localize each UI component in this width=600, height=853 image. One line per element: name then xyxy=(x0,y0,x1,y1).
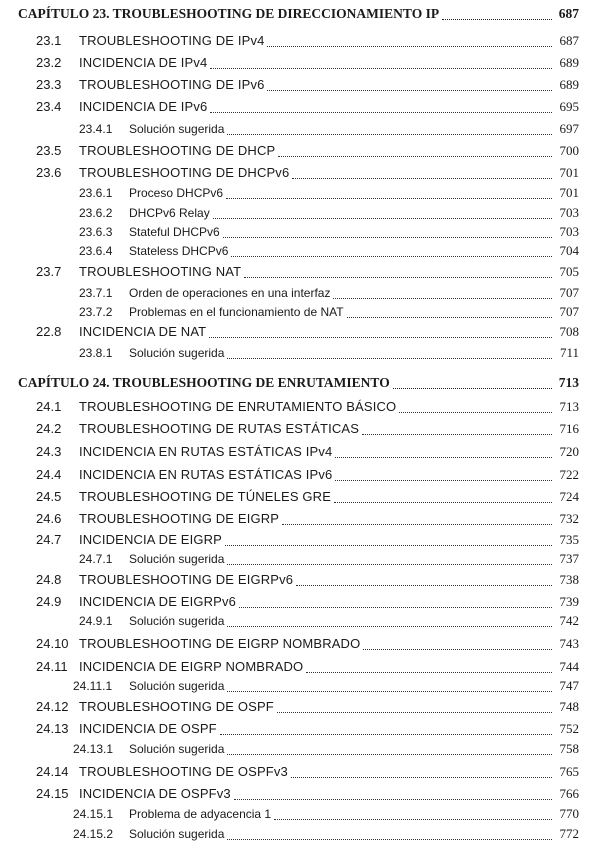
dot-leader xyxy=(244,276,552,278)
page-number: 748 xyxy=(559,699,579,714)
section-number: 24.1 xyxy=(36,399,62,414)
chapter-title: CAPÍTULO 24. TROUBLESHOOTING DE ENRUTAMIENTO xyxy=(18,375,390,390)
toc-entry[interactable] xyxy=(36,399,579,417)
section-title: TROUBLESHOOTING DE DHCP xyxy=(79,143,276,158)
page-number: 732 xyxy=(559,511,579,526)
dot-leader xyxy=(227,133,552,135)
dot-leader xyxy=(277,711,552,713)
section-number: 23.4 xyxy=(36,99,62,114)
section-number: 22.8 xyxy=(36,324,62,339)
section-title: Stateless DHCPv6 xyxy=(129,244,229,258)
page-number: 772 xyxy=(559,826,579,841)
section-title: TROUBLESHOOTING DE DHCPv6 xyxy=(79,165,290,180)
toc-subentry[interactable] xyxy=(73,678,579,696)
page-number: 707 xyxy=(559,304,579,319)
toc-entry[interactable] xyxy=(36,786,579,804)
section-number: 23.6.4 xyxy=(79,244,113,258)
dot-leader xyxy=(347,316,552,318)
section-title: TROUBLESHOOTING DE EIGRP NOMBRADO xyxy=(79,636,361,651)
toc-entry[interactable] xyxy=(36,699,579,717)
section-number: 23.6.3 xyxy=(79,225,113,239)
toc-subentry[interactable] xyxy=(79,224,579,242)
dot-leader xyxy=(363,648,552,650)
page-number: 701 xyxy=(559,165,579,180)
dot-leader xyxy=(334,501,552,503)
section-number: 23.3 xyxy=(36,77,62,92)
section-title: Stateful DHCPv6 xyxy=(129,225,220,239)
dot-leader xyxy=(227,625,552,627)
dot-leader xyxy=(278,155,552,157)
dot-leader xyxy=(306,671,552,673)
toc-entry[interactable] xyxy=(36,511,579,529)
section-number: 24.6 xyxy=(36,511,62,526)
dot-leader xyxy=(292,177,552,179)
section-number: 23.7 xyxy=(36,264,62,279)
section-title: TROUBLESHOOTING DE IPv6 xyxy=(79,77,265,92)
chapter-heading[interactable] xyxy=(18,6,579,24)
page-number: 720 xyxy=(559,444,579,459)
toc-entry[interactable] xyxy=(36,532,579,550)
section-title: Solución sugerida xyxy=(129,827,225,841)
page-number: 735 xyxy=(559,532,579,547)
section-title: INCIDENCIA DE EIGRPv6 xyxy=(79,594,237,609)
toc-entry[interactable] xyxy=(36,444,579,462)
section-title: INCIDENCIA DE NAT xyxy=(79,324,207,339)
section-title: TROUBLESHOOTING DE RUTAS ESTÁTICAS xyxy=(79,421,360,436)
toc-entry[interactable] xyxy=(36,55,579,73)
page-number: 687 xyxy=(559,33,579,48)
dot-leader xyxy=(335,479,552,481)
section-number: 23.5 xyxy=(36,143,62,158)
page-number: 743 xyxy=(559,636,579,651)
section-title: TROUBLESHOOTING DE IPv4 xyxy=(79,33,265,48)
toc-subentry[interactable] xyxy=(79,205,579,223)
section-title: INCIDENCIA DE OSPFv3 xyxy=(79,786,231,801)
toc-subentry[interactable] xyxy=(79,613,579,631)
toc-subentry[interactable] xyxy=(79,121,579,139)
toc-entry[interactable] xyxy=(36,143,579,161)
section-number: 24.11.1 xyxy=(73,679,113,693)
section-number: 23.6.2 xyxy=(79,206,113,220)
page-number: 713 xyxy=(558,375,579,390)
section-number: 23.2 xyxy=(36,55,62,70)
dot-leader xyxy=(239,606,552,608)
toc-subentry[interactable] xyxy=(79,345,579,363)
dot-leader xyxy=(223,236,552,238)
dot-leader xyxy=(335,456,552,458)
page-number: 724 xyxy=(559,489,579,504)
page-number: 689 xyxy=(559,77,579,92)
page-number: 765 xyxy=(559,764,579,779)
toc-entry[interactable] xyxy=(36,594,579,612)
toc-subentry[interactable] xyxy=(73,741,579,759)
section-title: TROUBLESHOOTING NAT xyxy=(79,264,242,279)
dot-leader xyxy=(393,387,552,389)
section-title: TROUBLESHOOTING DE EIGRP xyxy=(79,511,280,526)
dot-leader xyxy=(267,89,552,91)
page-number: 705 xyxy=(559,264,579,279)
page-number: 770 xyxy=(559,806,579,821)
page-number: 689 xyxy=(559,55,579,70)
dot-leader xyxy=(442,18,552,20)
section-number: 24.13.1 xyxy=(73,742,114,756)
section-title: INCIDENCIA DE EIGRP xyxy=(79,532,222,547)
section-number: 23.1 xyxy=(36,33,62,48)
toc-entry[interactable] xyxy=(36,467,579,485)
section-number: 24.15.2 xyxy=(73,827,114,841)
page-number: 752 xyxy=(559,721,579,736)
dot-leader xyxy=(234,798,552,800)
section-number: 24.12 xyxy=(36,699,69,714)
section-number: 24.8 xyxy=(36,572,62,587)
dot-leader xyxy=(213,217,552,219)
page-number: 742 xyxy=(559,613,579,628)
page-number: 766 xyxy=(559,786,579,801)
dot-leader xyxy=(220,733,552,735)
page-number: 695 xyxy=(559,99,579,114)
toc-entry[interactable] xyxy=(36,77,579,95)
page-number: 708 xyxy=(559,324,579,339)
dot-leader xyxy=(210,67,552,69)
toc-entry[interactable] xyxy=(36,99,579,117)
page-number: 713 xyxy=(559,399,579,414)
toc-entry[interactable] xyxy=(36,659,579,677)
toc-subentry[interactable] xyxy=(73,826,579,844)
toc-subentry[interactable] xyxy=(79,285,579,303)
section-title: Orden de operaciones en una interfaz xyxy=(129,286,331,300)
page-number: 697 xyxy=(559,121,579,136)
section-number: 24.15 xyxy=(36,786,69,801)
section-title: INCIDENCIA DE EIGRP NOMBRADO xyxy=(79,659,304,674)
dot-leader xyxy=(227,753,552,755)
page-number: 707 xyxy=(559,285,579,300)
toc-entry[interactable] xyxy=(36,324,579,342)
section-title: INCIDENCIA EN RUTAS ESTÁTICAS IPv6 xyxy=(79,467,333,482)
chapter-title: CAPÍTULO 23. TROUBLESHOOTING DE DIRECCIONAMIENTO IP xyxy=(18,6,440,21)
dot-leader xyxy=(227,357,552,359)
section-number: 24.2 xyxy=(36,421,62,436)
toc-entry[interactable] xyxy=(36,165,579,183)
section-title: INCIDENCIA DE OSPF xyxy=(79,721,217,736)
dot-leader xyxy=(209,336,552,338)
page-number: 701 xyxy=(559,185,579,200)
dot-leader xyxy=(226,197,552,199)
section-title: TROUBLESHOOTING DE TÚNELES GRE xyxy=(79,489,332,504)
toc-subentry[interactable] xyxy=(79,304,579,322)
section-title: INCIDENCIA EN RUTAS ESTÁTICAS IPv4 xyxy=(79,444,333,459)
toc-entry[interactable] xyxy=(36,264,579,282)
section-number: 24.14 xyxy=(36,764,69,779)
page-number: 758 xyxy=(559,741,579,756)
section-title: Solución sugerida xyxy=(129,122,225,136)
dot-leader xyxy=(227,690,552,692)
section-number: 24.3 xyxy=(36,444,62,459)
section-title: Solución sugerida xyxy=(129,614,225,628)
page-number: 722 xyxy=(559,467,579,482)
toc-entry[interactable] xyxy=(36,636,579,654)
section-number: 24.9 xyxy=(36,594,62,609)
dot-leader xyxy=(267,45,552,47)
dot-leader xyxy=(231,255,552,257)
toc-subentry[interactable] xyxy=(79,551,579,569)
toc-entry[interactable] xyxy=(36,572,579,590)
section-number: 24.13 xyxy=(36,721,69,736)
section-number: 24.11 xyxy=(36,659,68,674)
dot-leader xyxy=(210,111,552,113)
toc-entry[interactable] xyxy=(36,421,579,439)
page-number: 687 xyxy=(558,6,579,21)
toc-entry[interactable] xyxy=(36,764,579,782)
section-number: 24.7.1 xyxy=(79,552,113,566)
dot-leader xyxy=(399,411,552,413)
section-number: 24.7 xyxy=(36,532,62,547)
page-number: 747 xyxy=(559,678,579,693)
page-number: 703 xyxy=(559,205,579,220)
section-number: 23.8.1 xyxy=(79,346,113,360)
section-number: 24.5 xyxy=(36,489,62,504)
section-title: Solución sugerida xyxy=(129,346,225,360)
page-number: 739 xyxy=(559,594,579,609)
toc-entry[interactable] xyxy=(36,33,579,51)
dot-leader xyxy=(291,776,552,778)
section-number: 24.9.1 xyxy=(79,614,113,628)
section-title: Problema de adyacencia 1 xyxy=(129,807,272,821)
dot-leader xyxy=(225,544,552,546)
page-number: 704 xyxy=(559,243,579,258)
section-title: Proceso DHCPv6 xyxy=(129,186,224,200)
section-number: 23.4.1 xyxy=(79,122,113,136)
section-title: DHCPv6 Relay xyxy=(129,206,210,220)
page-number: 711 xyxy=(559,345,579,360)
toc-subentry[interactable] xyxy=(73,806,579,824)
section-number: 23.7.1 xyxy=(79,286,113,300)
dot-leader xyxy=(227,838,552,840)
section-title: Solución sugerida xyxy=(129,742,225,756)
section-title: Problemas en el funcionamiento de NAT xyxy=(129,305,344,319)
dot-leader xyxy=(274,818,552,820)
page-number: 703 xyxy=(559,224,579,239)
section-title: TROUBLESHOOTING DE ENRUTAMIENTO BÁSICO xyxy=(79,399,397,414)
chapter-heading[interactable] xyxy=(18,375,579,393)
section-title: TROUBLESHOOTING DE OSPFv3 xyxy=(79,764,288,779)
section-number: 23.6.1 xyxy=(79,186,113,200)
section-number: 24.10 xyxy=(36,636,69,651)
section-title: TROUBLESHOOTING DE EIGRPv6 xyxy=(79,572,294,587)
dot-leader xyxy=(362,433,552,435)
page-number: 716 xyxy=(559,421,579,436)
dot-leader xyxy=(282,523,552,525)
toc-entry[interactable] xyxy=(36,489,579,507)
page-number: 737 xyxy=(559,551,579,566)
dot-leader xyxy=(333,297,552,299)
toc-subentry[interactable] xyxy=(79,185,579,203)
section-title: Solución sugerida xyxy=(129,552,225,566)
page-number: 744 xyxy=(559,659,579,674)
section-number: 23.6 xyxy=(36,165,62,180)
section-title: TROUBLESHOOTING DE OSPF xyxy=(79,699,274,714)
dot-leader xyxy=(296,584,552,586)
section-number: 23.7.2 xyxy=(79,305,113,319)
dot-leader xyxy=(227,563,552,565)
page-number: 700 xyxy=(559,143,579,158)
section-number: 24.15.1 xyxy=(73,807,114,821)
page-number: 738 xyxy=(559,572,579,587)
section-number: 24.4 xyxy=(36,467,62,482)
section-title: Solución sugerida xyxy=(129,679,225,693)
section-title: INCIDENCIA DE IPv6 xyxy=(79,99,208,114)
toc-subentry[interactable] xyxy=(79,243,579,261)
section-title: INCIDENCIA DE IPv4 xyxy=(79,55,208,70)
toc-entry[interactable] xyxy=(36,721,579,739)
